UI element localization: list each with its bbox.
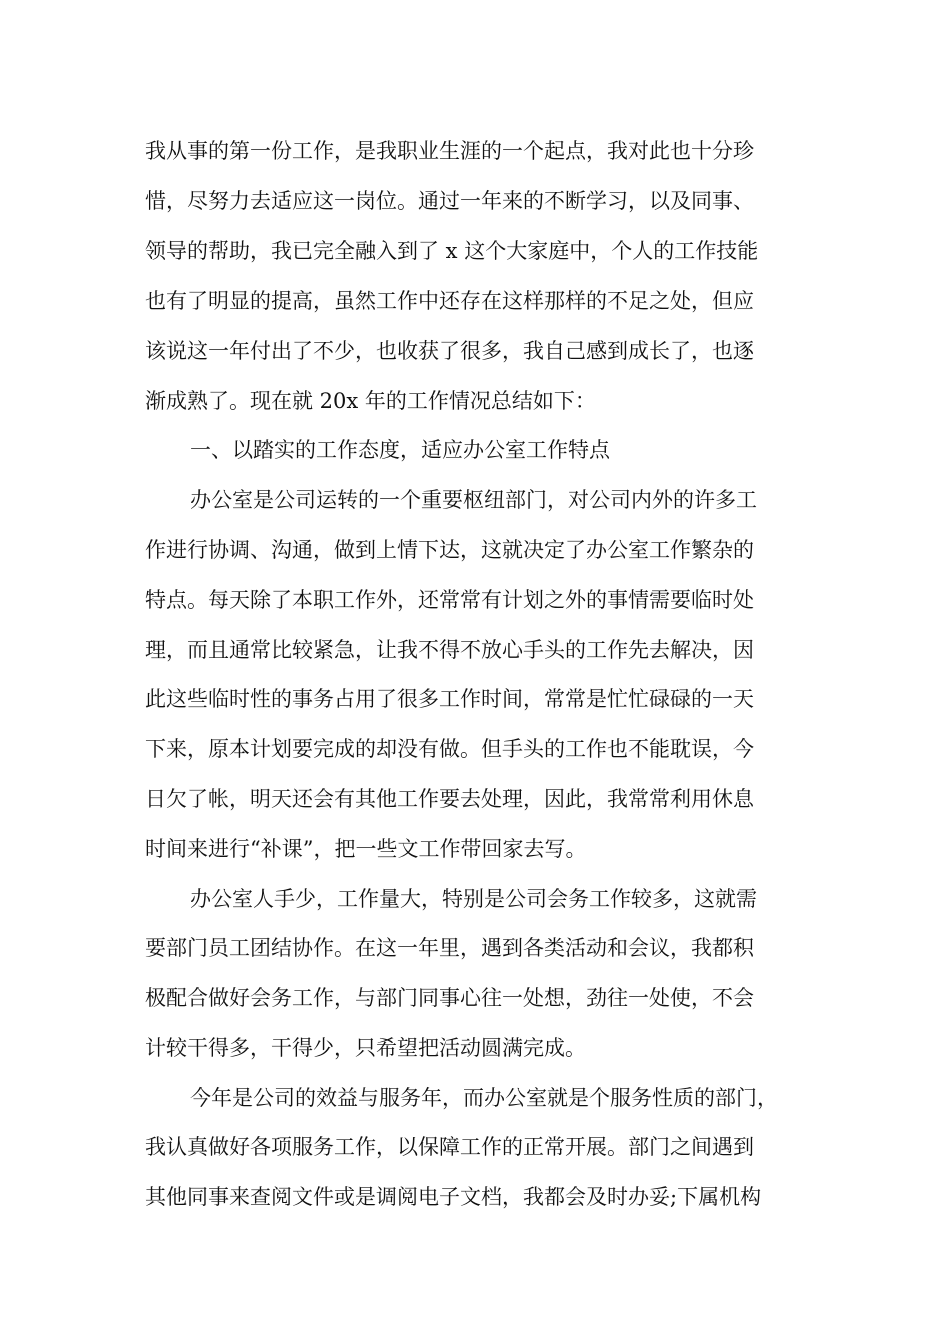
text-line: 办公室人手少，工作量大，特别是公司会务工作较多，这就需 [190,887,757,911]
text-line: 我认真做好各项服务工作，以保障工作的正常开展。部门之间遇到 [145,1135,754,1159]
text-line: 特点。每天除了本职工作外，还常常有计划之外的事情需要临时处 [145,588,754,612]
text-line: 领导的帮助，我已完全融入到了 x 这个大家庭中，个人的工作技能 [145,239,759,263]
text-line: 该说这一年付出了不少，也收获了很多，我自己感到成长了，也逐 [145,339,754,363]
text-line: 此这些临时性的事务占用了很多工作时间，常常是忙忙碌碌的一天 [145,687,754,711]
text-line: 办公室是公司运转的一个重要枢纽部门，对公司内外的许多工 [190,488,757,512]
text-line: 我从事的第一份工作，是我职业生涯的一个起点，我对此也十分珍 [145,139,754,163]
text-line: 惜，尽努力去适应这一岗位。通过一年来的不断学习，以及同事、 [145,189,754,213]
text-line: 时间来进行“补课”，把一些文工作带回家去写。 [145,837,587,861]
text-line: 今年是公司的效益与服务年，而办公室就是个服务性质的部门， [190,1086,778,1110]
text-line: 渐成熟了。现在就 20x 年的工作情况总结如下： [145,389,596,413]
text-line: 其他同事来查阅文件或是调阅电子文档，我都会及时办妥;下属机构 [145,1185,762,1209]
text-line: 极配合做好会务工作，与部门同事心往一处想，劲往一处使，不会 [145,986,754,1010]
text-line: 理，而且通常比较紧急，让我不得不放心手头的工作先去解决，因 [145,638,754,662]
text-line: 要部门员工团结协作。在这一年里，遇到各类活动和会议，我都积 [145,936,754,960]
text-line: 日欠了帐，明天还会有其他工作要去处理，因此，我常常利用休息 [145,787,754,811]
section-heading: 一、以踏实的工作态度，适应办公室工作特点 [190,438,610,462]
text-line: 作进行协调、沟通，做到上情下达，这就决定了办公室工作繁杂的 [145,538,754,562]
text-line: 下来，原本计划要完成的却没有做。但手头的工作也不能耽误，今 [145,737,754,761]
text-line: 计较干得多，干得少，只希望把活动圆满完成。 [145,1036,586,1060]
text-line: 也有了明显的提高，虽然工作中还存在这样那样的不足之处，但应 [145,289,754,313]
